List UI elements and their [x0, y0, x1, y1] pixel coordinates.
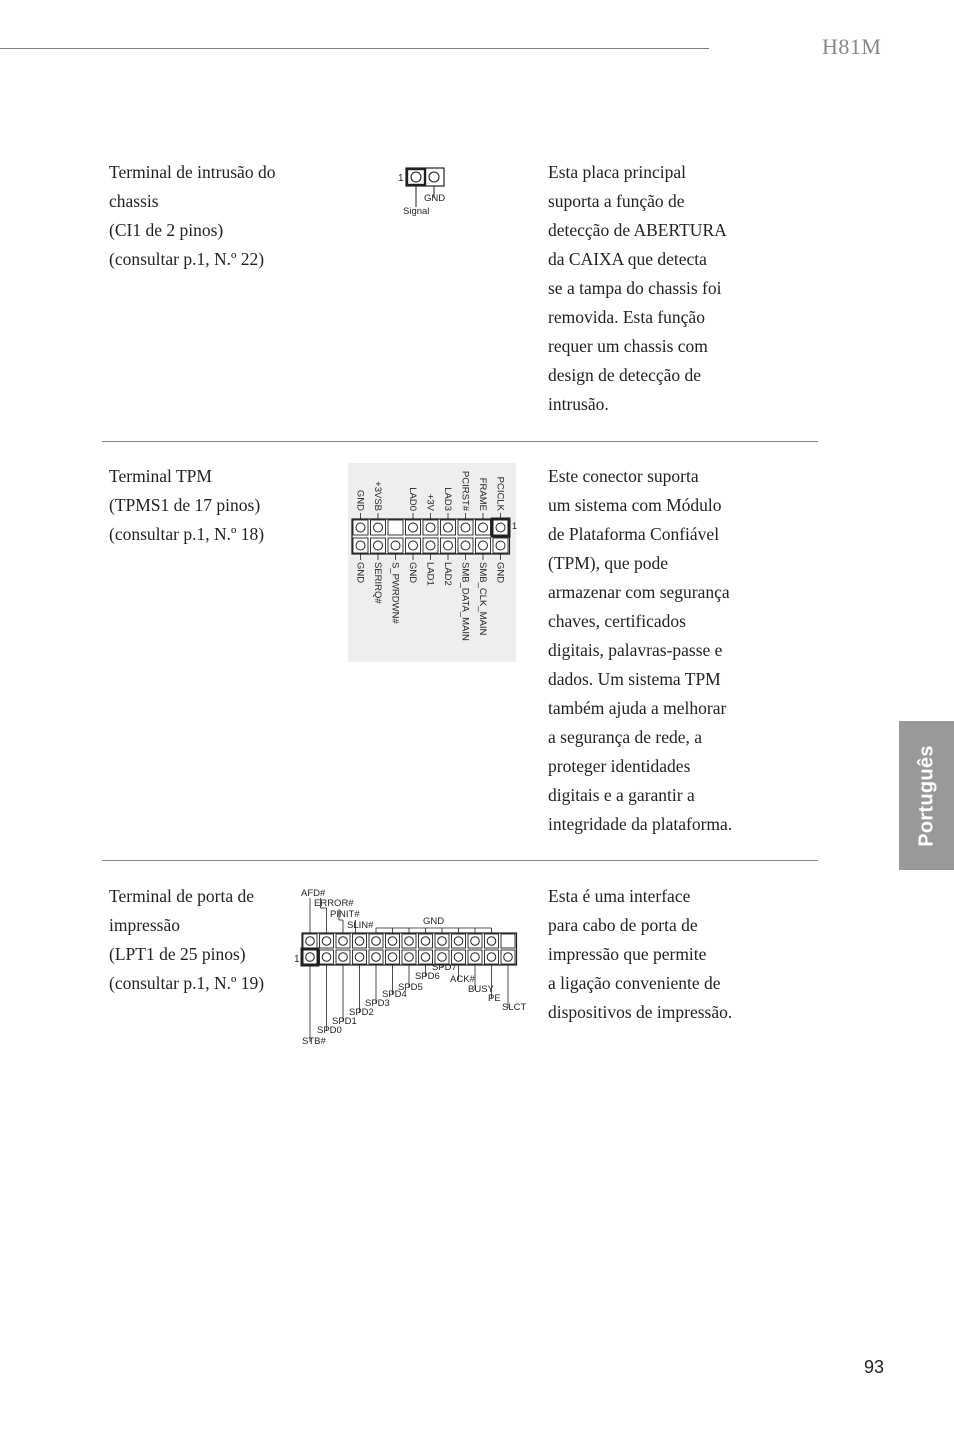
lpt-pin-label: GND: [423, 916, 445, 927]
tpm-top-pin-label: FRAME: [477, 477, 488, 511]
lpt-pin-label: SPD5: [398, 982, 423, 993]
header-rule: [0, 48, 709, 49]
tpm-top-pin-label: LAD3: [442, 487, 453, 511]
tpm-top-pin-label: +3VSB: [372, 481, 383, 511]
section-divider: [102, 860, 818, 861]
language-tab-label: Português: [915, 744, 937, 847]
pin1-label: 1: [512, 521, 518, 531]
tpm-top-pin-label: +3V: [424, 493, 436, 511]
lpt-pin-label: SPD3: [365, 998, 390, 1009]
tpm-top-pin-label: LAD0: [407, 487, 418, 511]
lpt-pin-label: SPD7: [432, 962, 457, 973]
pin1-label: 1: [398, 173, 404, 184]
ci1-pin-diagram: [396, 163, 466, 219]
tpm-bottom-pin-label: SMB_DATA_MAIN: [459, 562, 471, 641]
gnd-label: GND: [424, 193, 446, 204]
lpt-pin-label: PE: [488, 993, 501, 1004]
lpt-pin-label: PINIT#: [330, 909, 360, 920]
lpt-pin-label: STB#: [302, 1036, 326, 1047]
lpt-pin-label: SPD4: [382, 989, 407, 1000]
tpm-bottom-pin-label: GND: [407, 562, 418, 584]
signal-label: Signal: [403, 206, 430, 217]
tpm-top-pin-label: PCICLK: [494, 476, 506, 511]
tpm-bottom-pin-label: GND: [494, 562, 506, 584]
connector-description: Esta placa principal suporta a função de detecção de ABERTURA da CAIXA que detecta se a tampa do chassis foi removida. Esta função requer um chassis com design de detecção de intrusão.: [548, 162, 727, 414]
lpt-pin-label: SPD0: [317, 1025, 342, 1036]
section-divider: [102, 441, 818, 442]
lpt1-pin-diagram: [292, 884, 532, 1048]
tpm-bottom-pin-label: SMB_CLK_MAIN: [477, 562, 488, 636]
tpm-bottom-pin-label: LAD2: [442, 562, 453, 586]
lpt-pin-label: SLIN#: [347, 920, 374, 931]
connector-name: Terminal TPM (TPMS1 de 17 pinos) (consultar p.1, N.º 18): [109, 466, 265, 544]
tpm-top-pin-label: GND: [354, 489, 366, 511]
tpm-bottom-pin-label: S_PWRDWN#: [389, 562, 401, 624]
lpt-pin-label: ACK#: [450, 974, 475, 985]
lpt-pin-label: SPD2: [349, 1007, 374, 1018]
tpm-bottom-pin-label: LAD1: [424, 562, 436, 586]
tpm-top-pin-label: PCIRST#: [459, 470, 471, 511]
language-tab[interactable]: [899, 721, 954, 870]
connector-description: Esta é uma interface para cabo de porta de impressão que permite a ligação conveniente de dispositivos de impressão.: [548, 886, 733, 1022]
model-name: H81M: [822, 34, 882, 59]
connector-name: Terminal de intrusão do chassis (CI1 de 2 pinos) (consultar p.1, N.º 22): [109, 162, 276, 269]
tpm-bottom-pin-label: SERIRQ#: [372, 562, 383, 604]
lpt-pin-label: AFD#: [301, 888, 326, 899]
pin1-label: 1: [294, 954, 300, 965]
lpt-pin-label: BUSY: [468, 984, 494, 995]
connector-name: Terminal de porta de impressão (LPT1 de 25 pinos) (consultar p.1, N.º 19): [109, 886, 265, 993]
page-number: 93: [864, 1357, 885, 1377]
lpt-pin-label: SLCT: [502, 1002, 527, 1013]
lpt-pin-label: SPD6: [415, 971, 440, 982]
lpt-pin-label: ERROR#: [314, 898, 354, 909]
tpms1-pin-diagram: [348, 463, 516, 662]
tpm-bottom-pin-label: GND: [354, 562, 366, 584]
connector-description: Este conector suporta um sistema com Módulo de Plataforma Confiável (TPM), que pode armazenar com segurança chaves, certificados digitais, palavras-passe e dados. Um sistema TPM também ajuda a melhorar a segurança de rede, a proteger identidades digitais e a garantir a integridade da plataforma.: [548, 466, 733, 834]
lpt-pin-label: SPD1: [332, 1016, 357, 1027]
